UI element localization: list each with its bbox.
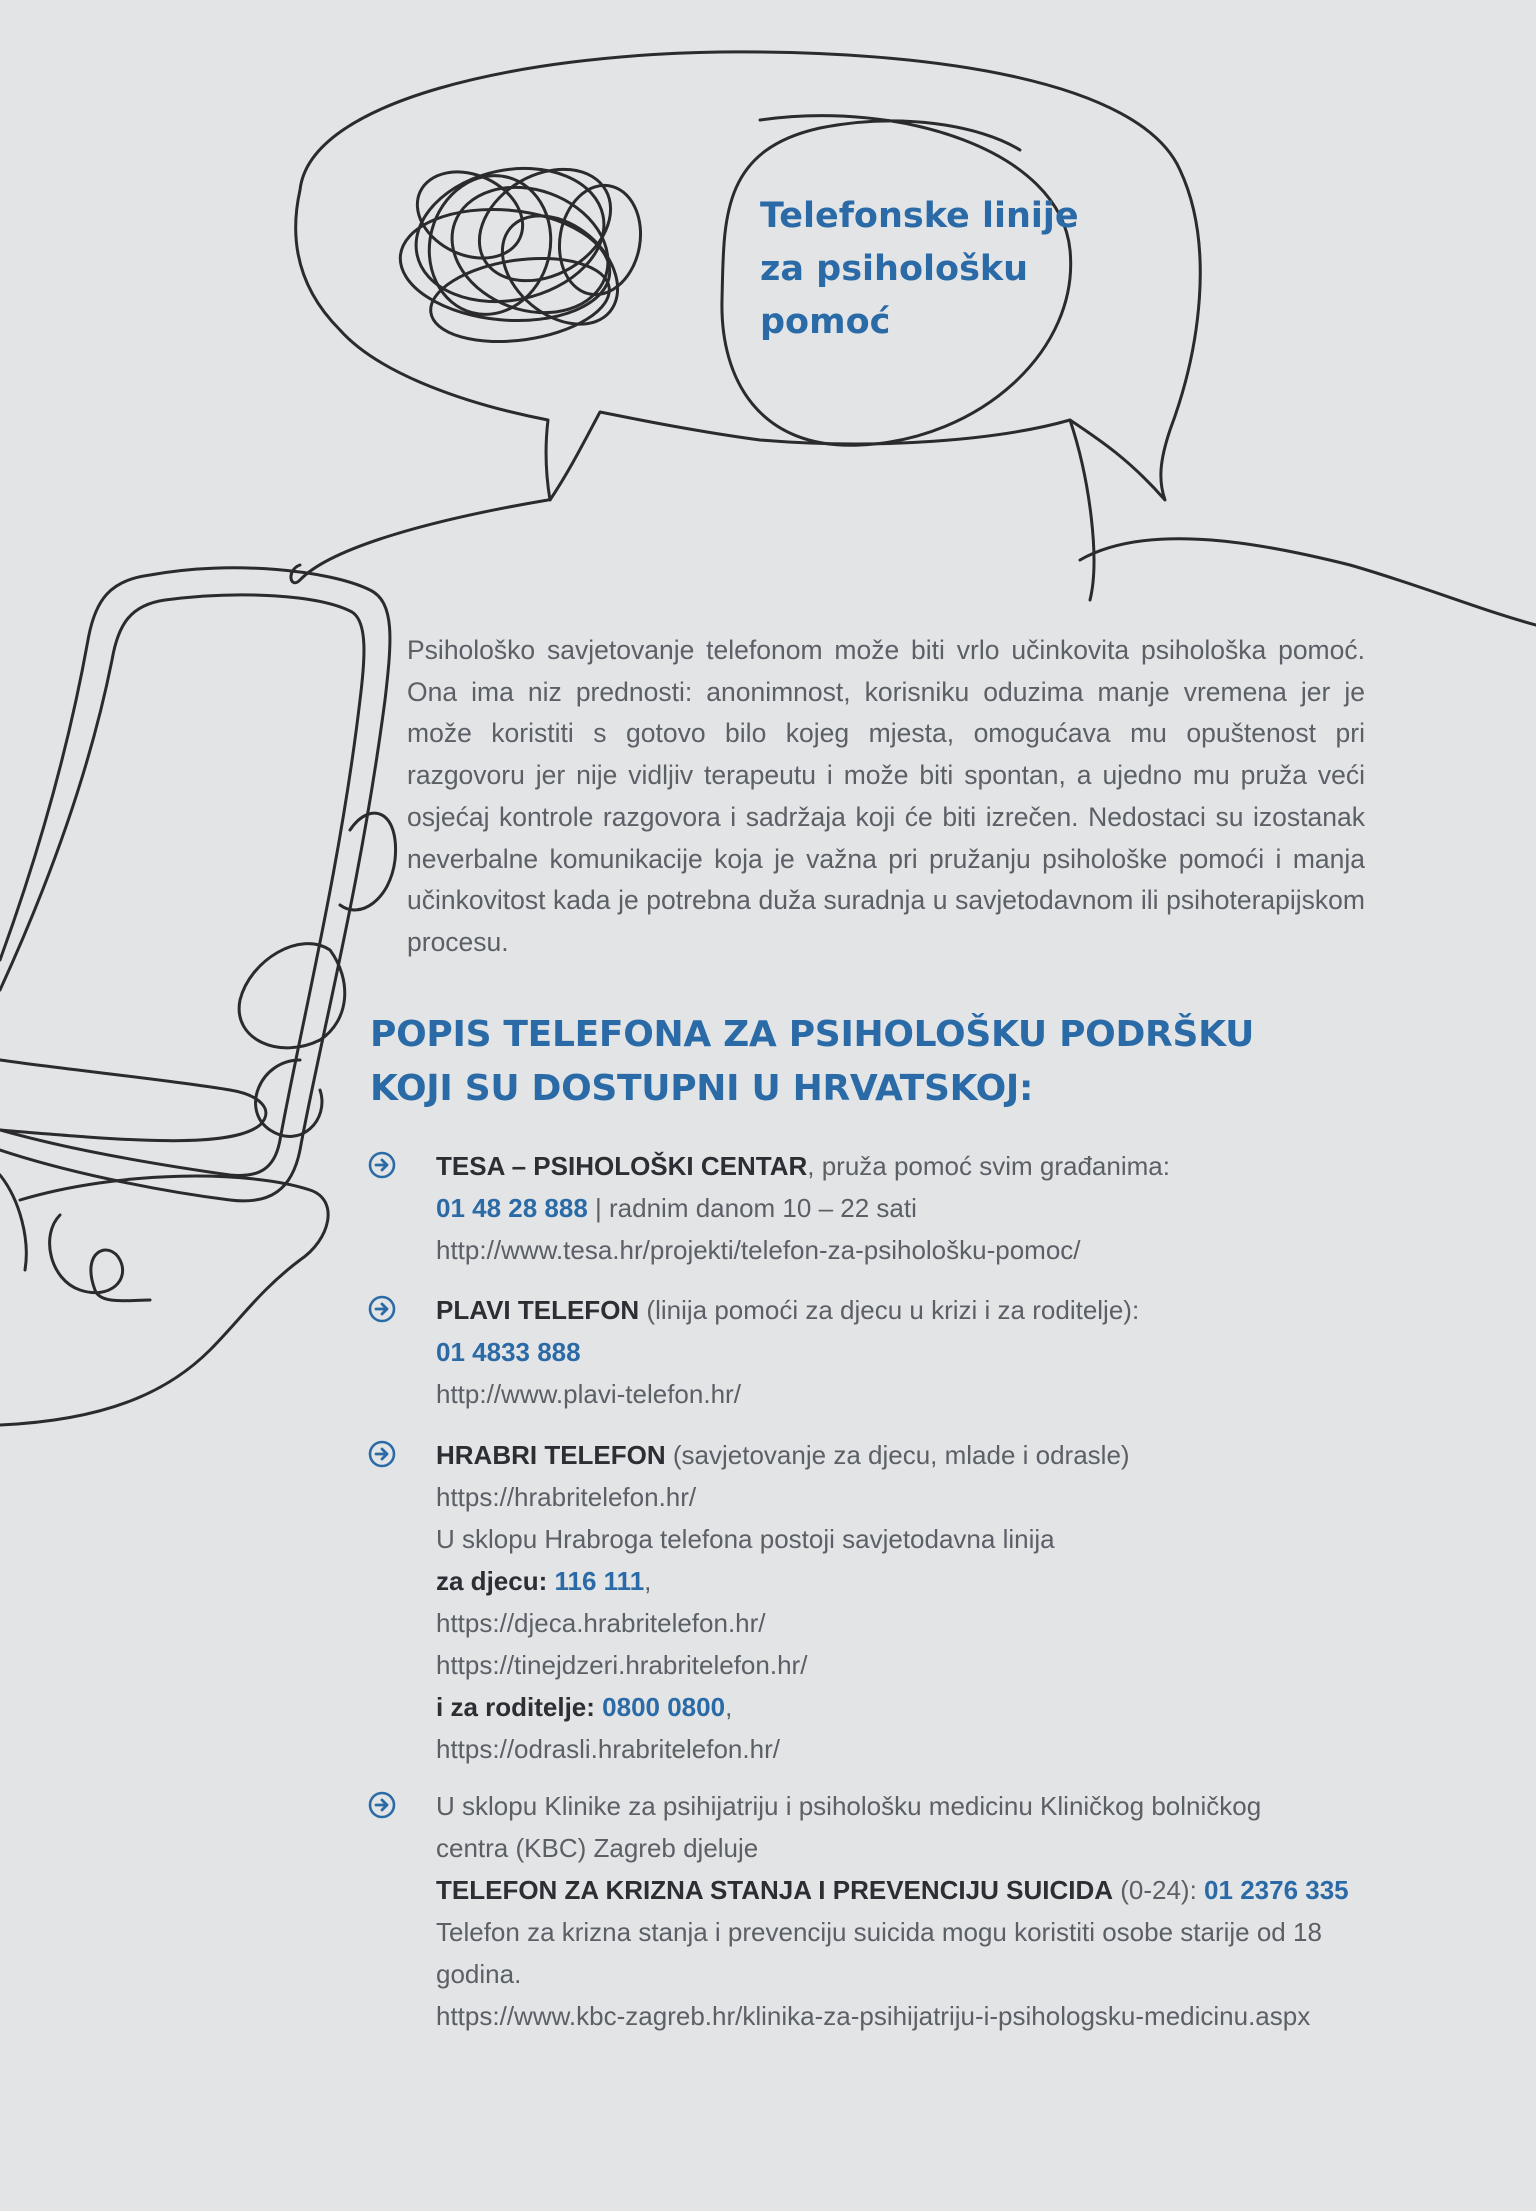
entry-name: TELEFON ZA KRIZNA STANJA I PREVENCIJU SUICIDA — [436, 1875, 1114, 1905]
arrow-circle-icon — [368, 1791, 396, 1819]
entry-intro-line-2: centra (KBC) Zagreb djeluje — [436, 1833, 759, 1863]
parents-line — [436, 1686, 1376, 1728]
entry-name: TESA – PSIHOLOŠKI CENTAR — [436, 1151, 808, 1181]
phone-screen — [0, 595, 364, 1176]
entry-text — [436, 1145, 1376, 1271]
hand-outline — [0, 813, 396, 1425]
bubble-title-line-3: pomoć — [760, 302, 891, 342]
website-link[interactable]: https://www.kbc-zagreb.hr/klinika-za-psihijatriju-i-psihologsku-medicinu.aspx — [436, 2001, 1311, 2031]
entry-name: HRABRI TELEFON — [436, 1440, 666, 1470]
entry-name: PLAVI TELEFON — [436, 1295, 640, 1325]
list-heading — [370, 1008, 1270, 1116]
entry-text — [436, 1289, 1376, 1415]
parents-label: i za roditelje: — [436, 1692, 595, 1722]
phone-number[interactable]: 116 111 — [554, 1566, 645, 1596]
phone-number[interactable]: 01 2376 335 — [1204, 1875, 1349, 1905]
tangled-scribble — [396, 147, 649, 352]
website-link[interactable]: https://djeca.hrabritelefon.hr/ — [436, 1608, 766, 1638]
website-link[interactable]: http://www.plavi-telefon.hr/ — [436, 1379, 741, 1409]
website-link[interactable]: https://odrasli.hrabritelefon.hr/ — [436, 1734, 780, 1764]
separator: , — [725, 1692, 733, 1722]
entry-note-line-2: godina. — [436, 1959, 522, 1989]
connector-line — [291, 420, 1536, 625]
separator: , — [644, 1566, 652, 1596]
entry-title-line — [436, 1289, 1376, 1331]
kids-label: za djecu: — [436, 1566, 548, 1596]
entry-title-line — [436, 1434, 1376, 1476]
kids-line — [436, 1560, 1376, 1602]
entry-intro-line-1: U sklopu Klinike za psihijatriju i psihološku medicinu Kliničkog bolničkog — [436, 1791, 1262, 1821]
entry-title-line — [436, 1145, 1376, 1187]
working-hours: (0-24): — [1113, 1875, 1205, 1905]
entry-note-line-1: Telefon za krizna stanja i prevenciju suicida mogu koristiti osobe starije od 18 — [436, 1917, 1322, 1947]
working-hours: | radnim danom 10 – 22 sati — [587, 1193, 917, 1223]
phone-number[interactable]: 0800 0800 — [602, 1692, 726, 1722]
bubble-title-line-1: Telefonske linije — [760, 196, 1079, 236]
entry-description: (savjetovanje za djecu, mlade i odrasle) — [665, 1440, 1130, 1470]
entry-description: (linija pomoći za djecu u krizi i za roditelje): — [639, 1295, 1140, 1325]
phone-number[interactable]: 01 4833 888 — [436, 1337, 581, 1367]
arrow-circle-icon — [368, 1295, 396, 1323]
bubble-title-line-2: za psihološku — [760, 249, 1029, 289]
list-heading-line-2: KOJI SU DOSTUPNI U HRVATSKOJ: — [370, 1068, 1034, 1109]
list-heading-line-1: POPIS TELEFONA ZA PSIHOLOŠKU PODRŠKU — [370, 1014, 1254, 1055]
arrow-circle-icon — [368, 1440, 396, 1468]
entry-note: U sklopu Hrabroga telefona postoji savjetodavna linija — [436, 1524, 1055, 1554]
arrow-circle-icon — [368, 1151, 396, 1179]
website-link[interactable]: http://www.tesa.hr/projekti/telefon-za-psihološku-pomoc/ — [436, 1235, 1081, 1265]
entry-title-line — [436, 1869, 1376, 1911]
intro-paragraph: Psihološko savjetovanje telefonom može biti vrlo učinkovita psihološka pomoć. Ona ima niz prednosti: anonimnost, korisniku oduzima manje vremena jer je može koristiti s gotovo bilo kojeg mjesta, omogućava mu opuštenost pri razgovoru jer nije vidljiv terapeutu i može biti spontan, a ujedno mu pruža veći osjećaj kontrole razgovora i sadržaja koji će biti izrečen. Nedostaci su izostanak neverbalne komunikacije koja je važna pri pružanju psihološke pomoći i manja učinkovitost kada je potrebna duža suradnja u savjetodavnom ili psihoterapijskom procesu. — [407, 635, 1365, 957]
entry-phone-line — [436, 1187, 1376, 1229]
entry-description: , pruža pomoć svim građanima: — [807, 1151, 1170, 1181]
website-link[interactable]: https://hrabritelefon.hr/ — [436, 1482, 697, 1512]
website-link[interactable]: https://tinejdzeri.hrabritelefon.hr/ — [436, 1650, 808, 1680]
entry-text — [436, 1434, 1376, 1770]
phone-number[interactable]: 01 48 28 888 — [436, 1193, 588, 1223]
entry-text — [436, 1785, 1376, 2037]
bubble-title — [760, 190, 1100, 349]
